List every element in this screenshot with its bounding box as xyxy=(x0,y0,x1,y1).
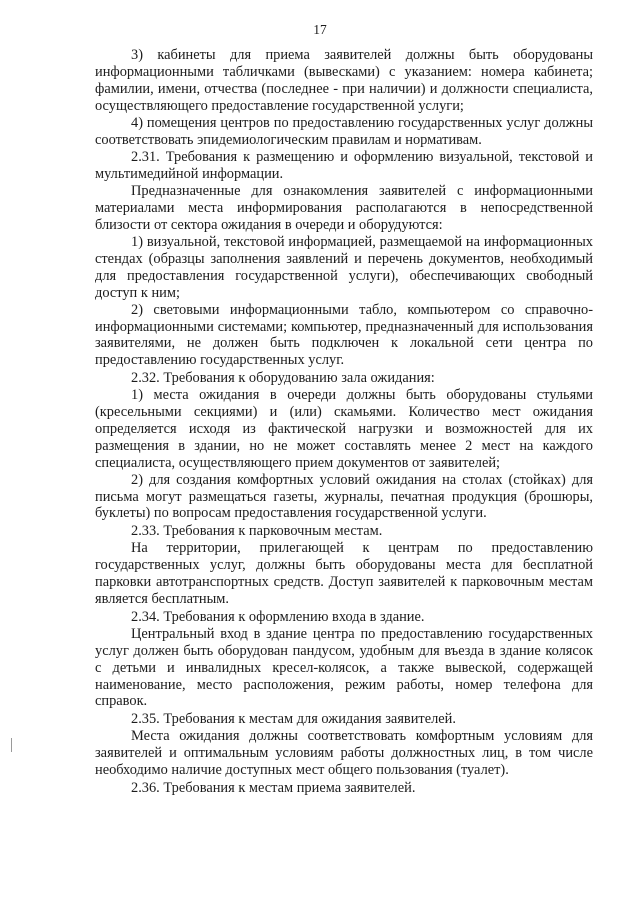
section-heading-2-36: 2.36. Требования к местам приема заявителей. xyxy=(131,779,416,796)
document-body xyxy=(95,47,593,797)
list-item-epidemiological-rules: 4) помещения центров по предоставлению государственных услуг должны соответствовать эпидемиологическим правилам и нормативам. xyxy=(95,114,593,148)
list-item-info-boards: 2) световыми информационными табло, компьютером со справочно-информационными системами; компьютер, предназначенный для использования заявителями, не должен быть подключен к локальной сети центра по предоставлению государственных услуг. xyxy=(95,301,593,369)
list-item-reading-tables: 2) для создания комфортных условий ожидания на столах (стойках) для письма могут размещаться газеты, журналы, печатная продукция (брошюры, буклеты) по вопросам предоставления государственной услуги. xyxy=(95,471,593,522)
body-paragraph-info-places: Предназначенные для ознакомления заявителей с информационными материалами места информирования располагаются в непосредственной близости от сектора ожидания в очереди и оборудуются: xyxy=(95,183,593,234)
body-paragraph-waiting-places: Места ожидания должны соответствовать комфортным условиям для заявителей и оптимальным условиям работы должностных лиц, в том числе необходимо наличие доступных мест общего пользования (туалет). xyxy=(95,728,593,779)
body-paragraph-entrance: Центральный вход в здание центра по предоставлению государственных услуг должен быть оборудован пандусом, удобным для въезда в здание колясок с детьми и инвалидных кресел-колясок, а также вывеской, содержащей наименование, место расположения, режим работы, номер телефона для справок. xyxy=(95,625,593,710)
scan-mark xyxy=(11,738,12,752)
list-item-waiting-seats: 1) места ожидания в очереди должны быть оборудованы стульями (кресельными секциями) и (или) скамьями. Количество мест ожидания определяется исходя из фактической нагрузки и возможностей для их размещения в здании, но не может составлять менее 2 мест на каждого специалиста, осуществляющего прием документов от заявителей; xyxy=(95,387,593,471)
section-heading-2-31: 2.31. Требования к размещению и оформлению визуальной, текстовой и мультимедийной информации. xyxy=(95,149,593,183)
list-item-cabinet-signs: 3) кабинеты для приема заявителей должны быть оборудованы информационными табличками (вывесками) с указанием: номера кабинета; фамилии, имени, отчества (последнее - при наличии) и должности специалиста, осуществляющего предоставление государственной услуги; xyxy=(95,47,593,114)
section-heading-2-32: 2.32. Требования к оборудованию зала ожидания: xyxy=(131,370,435,387)
section-heading-2-33: 2.33. Требования к парковочным местам. xyxy=(131,523,383,540)
body-paragraph-parking: На территории, прилегающей к центрам по предоставлению государственных услуг, должны быть оборудованы места для бесплатной парковки автотранспортных средств. Доступ заявителей к парковочным местам является бесплатным. xyxy=(95,540,593,607)
list-item-info-stands: 1) визуальной, текстовой информацией, размещаемой на информационных стендах (образцы заполнения заявлений и перечень документов, необходимый для предоставления государственной услуги), обеспечивающих свободный доступ к ним; xyxy=(95,233,593,301)
page-number: 17 xyxy=(313,22,327,37)
section-heading-2-34: 2.34. Требования к оформлению входа в здание. xyxy=(131,608,425,625)
section-heading-2-35: 2.35. Требования к местам для ожидания заявителей. xyxy=(131,711,456,728)
